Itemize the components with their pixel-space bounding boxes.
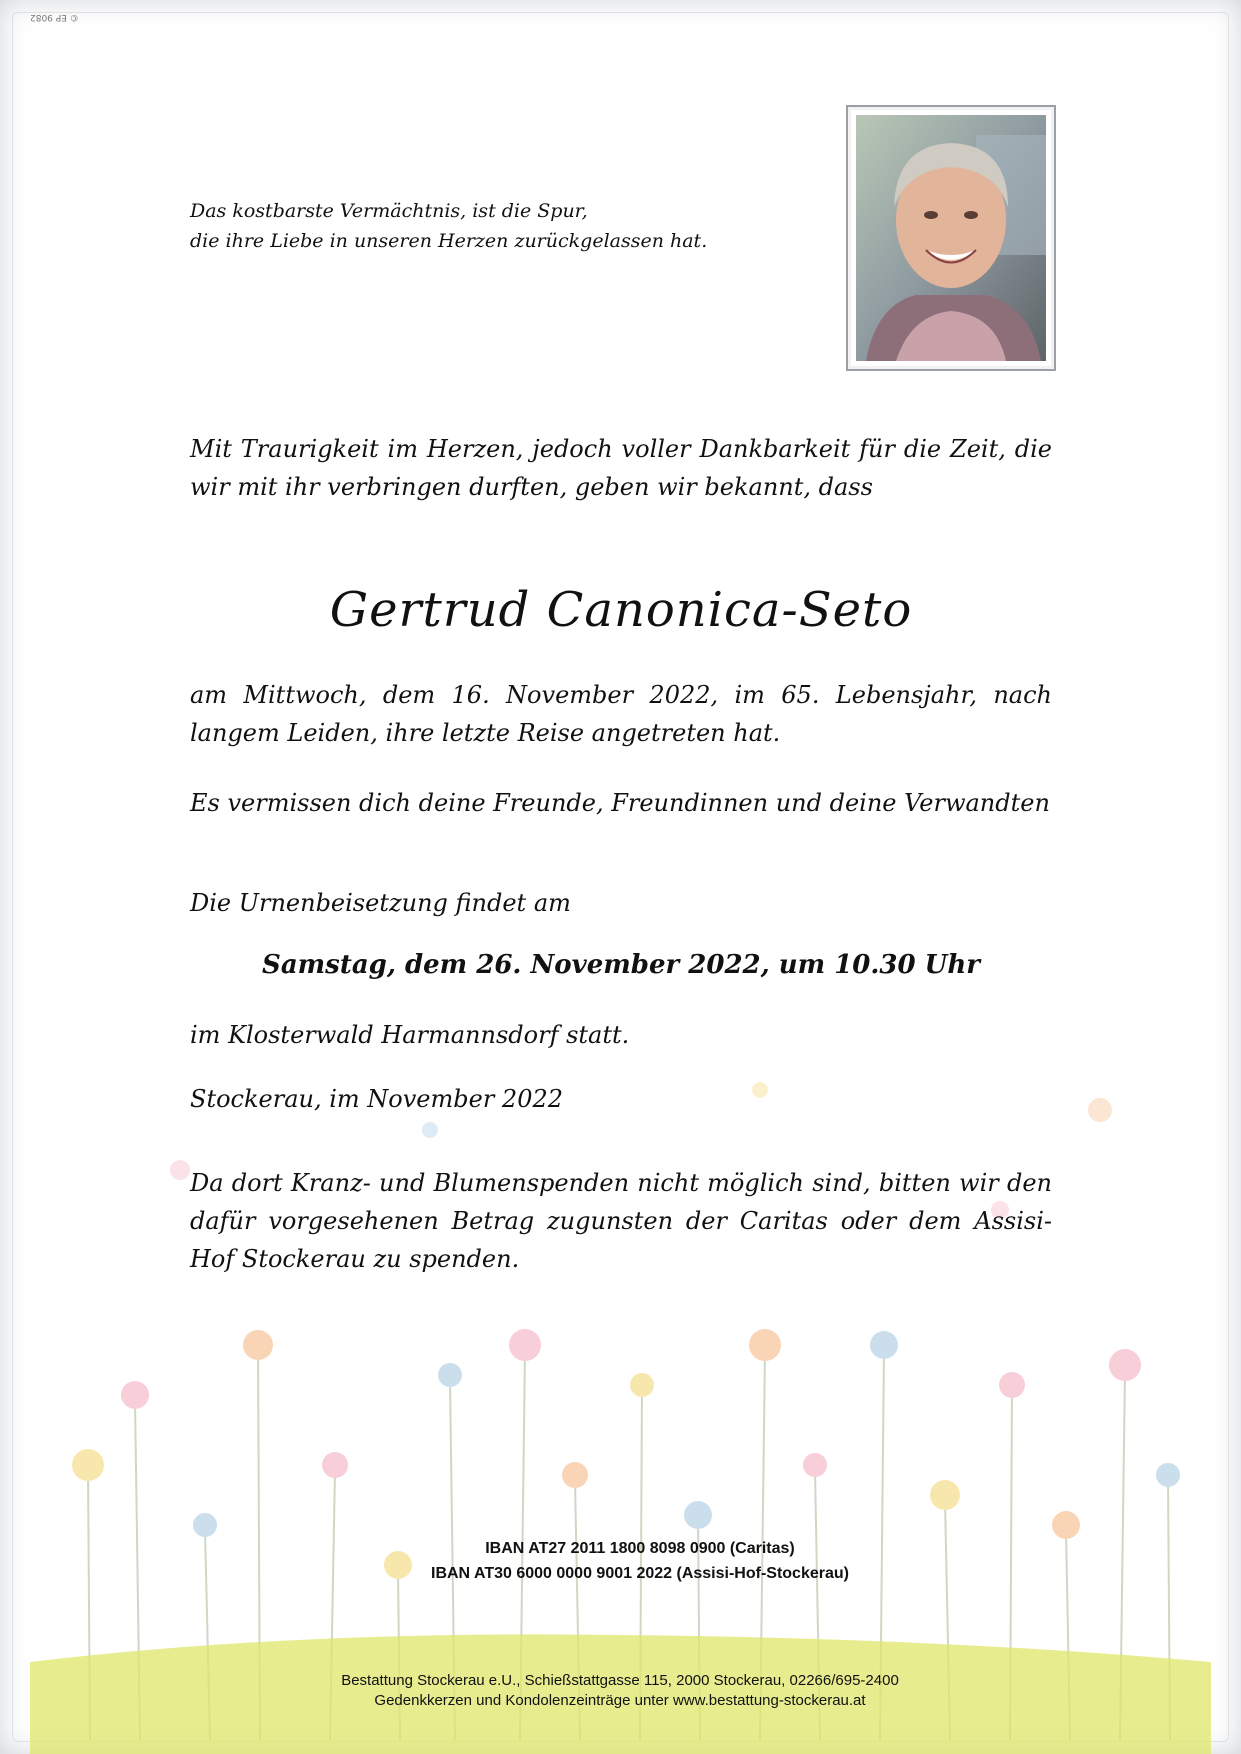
flower-meadow-illustration (0, 1050, 1241, 1754)
intro-text: Mit Traurigkeit im Herzen, jedoch voller Dankbarkeit für die Zeit, die wir mit ihr verbringen durften, geben wir bekannt, dass (190, 435, 1052, 501)
portrait-photo (846, 105, 1056, 371)
footer-address: Bestattung Stockerau e.U., Schießstattgasse 115, 2000 Stockerau, 02266/695-2400 (341, 1672, 899, 1689)
death-notice: am Mittwoch, dem 16. November 2022, im 65. Lebensjahr, nach langem Leiden, ihre letzte Reise angetreten hat. (190, 681, 1052, 747)
portrait-image (856, 115, 1046, 361)
mourners-text: Es vermissen dich deine Freunde, Freundinnen und deine Verwandten (190, 789, 1050, 817)
iban-caritas: IBAN AT27 2011 1800 8098 0900 (Caritas) (485, 1540, 795, 1557)
ceremony-place: im Klosterwald Harmannsdorf statt. (190, 1021, 630, 1049)
motto (190, 196, 830, 256)
deceased-name: Gertrud Canonica-Seto (329, 582, 913, 638)
motto-line-2: die ihre Liebe in unseren Herzen zurückgelassen hat. (190, 230, 708, 252)
donation-note: Da dort Kranz- und Blumenspenden nicht möglich sind, bitten wir den dafür vorgesehenen Betrag zugunsten der Caritas oder dem Assisi-Hof Stockerau zu spenden. (190, 1169, 1052, 1273)
motto-line-1: Das kostbarste Vermächtnis, ist die Spur, (190, 200, 588, 222)
print-code: © EP 9082 (30, 12, 79, 22)
place-date: Stockerau, im November 2022 (190, 1085, 563, 1113)
ceremony-date: Samstag, dem 26. November 2022, um 10.30 Uhr (262, 950, 980, 980)
iban-assisi-hof: IBAN AT30 6000 0000 9001 2022 (Assisi-Hof-Stockerau) (431, 1565, 849, 1582)
ceremony-intro: Die Urnenbeisetzung findet am (190, 889, 571, 917)
footer-website: Gedenkkerzen und Kondolenzeinträge unter www.bestattung-stockerau.at (374, 1692, 866, 1709)
